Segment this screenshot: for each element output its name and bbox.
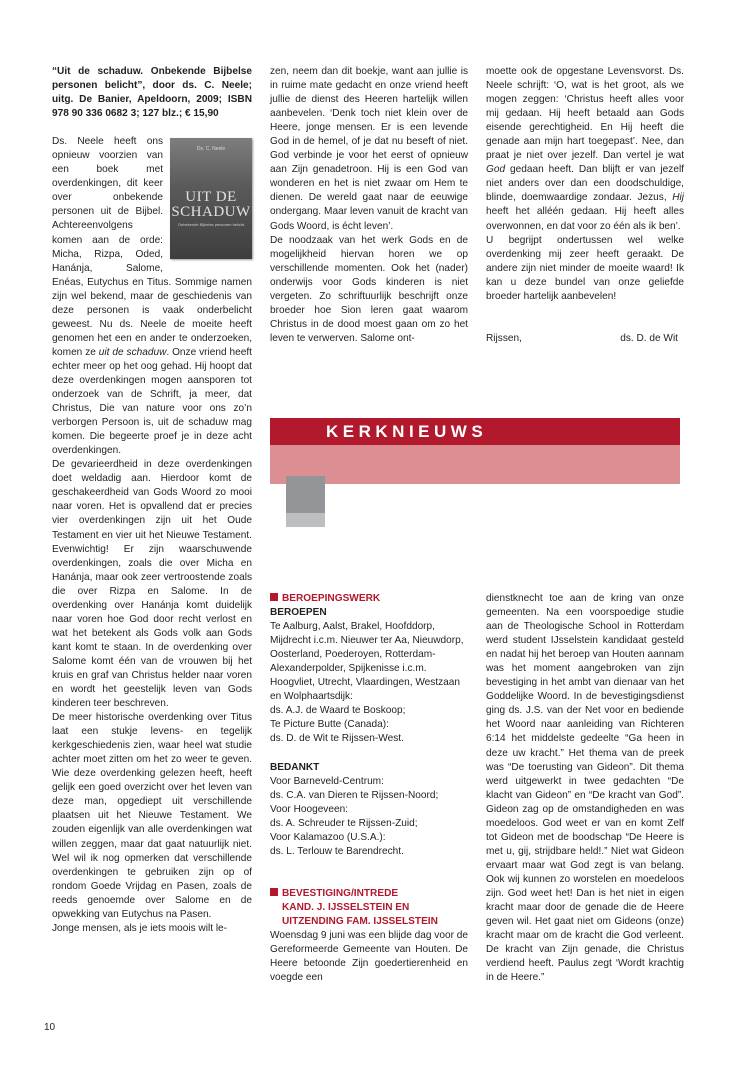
review-signature xyxy=(486,332,684,346)
page-number: 10 xyxy=(44,1022,56,1033)
review-paragraph-3: De meer historische overdenking over Titus laat een stukje levens- en tegelijk kerkgeschiedenis zien, waar heel wat studie achter moet zitten om het zo weer te geven. Wie deze overdenking gelezen heeft, heeft gelijk een goed overzicht over het leven van deze man, opgediept uit verschillende plaatsen uit het Nieuwe Testament. We zouden eigenlijk van alle overdenkingen wat willen zeggen, maar dat gaat natuurlijk niet. Wel wil ik nog opmerken dat verschillende overdenkingen te gebruiken zijn op of rondom Goede Vrijdag en Pasen, zoals de reeds genoemde over Salome en de opwekking van Eutychus na Pasen. xyxy=(52,712,252,920)
review-paragraph-8: U begrijpt ondertussen wel welke overdenking mij zeer heeft geraakt. De andere zijn niet minder de moeite waard! Ik kan u deze bundel van onze geliefde broeder hartelijk aanbevelen! xyxy=(486,234,684,302)
review-column-3 xyxy=(486,65,684,346)
bevestiging-text: Woensdag 9 juni was een blijde dag voor de Gereformeerde Gemeente van Houten. De Heere betoonde Zijn goedertierenheid en voegde een xyxy=(270,929,468,984)
bevestiging-heading: BEVESTIGING/INTREDE xyxy=(270,887,468,901)
signature-author: ds. D. de Wit xyxy=(620,332,678,344)
banner-decoration-square xyxy=(286,476,325,513)
beroepen-item: Te Picture Butte (Canada): xyxy=(270,719,389,731)
bedankt-item: ds. A. Schreuder te Rijssen-Zuid; xyxy=(270,817,418,829)
beroepen-text: Te Aalburg, Aalst, Brakel, Hoofddorp, Mijdrecht i.c.m. Nieuwer ter Aa, Nieuwdorp, Oosterland, Poederoyen, Rotterdam-Alexanderpolder, Spijkenisse i.c.m. Hoogvliet, Utrecht, Vlaardingen, Westzaan en Wolphaartsdijk: xyxy=(270,621,464,703)
bedankt-item: Voor Kalamazoo (U.S.A.): xyxy=(270,831,386,843)
bedankt-item: Voor Hoogeveen: xyxy=(270,803,349,815)
news-column-2 xyxy=(270,592,468,985)
square-bullet-icon xyxy=(270,593,278,601)
review-paragraph-2: De gevarieerdheid in deze overdenkingen doet weldadig aan. Hierdoor komt de geschakeerdheid van Gods Woord zo mooi naar voren. Het is opvallend dat er precies vier overdenkingen zijn uit het Oude Testament en vier uit het Nieuwe Testament. Evenwichtig! Er zijn waarschuwende overdenkingen, zoals die over Micha en Hanánja, maar ook zeer vertroostende zoals die over Rizpa en Salome. In de overdenking over Hanánja komt duidelijk naar voren hoe God door recht verlost en wat het betekent als Gods volk aan Gods kant komt te staan. In de overdenking over Salome komt één van de vrouwen bij het kruis en graf van Christus helder naar voren en wordt het geestelijk leven van Gods kinderen teer beschreven. xyxy=(52,459,252,710)
beroepen-item: ds. D. de Wit te Rijssen-West. xyxy=(270,733,404,745)
beroepen-item: ds. A.J. de Waard te Boskoop; xyxy=(270,705,406,717)
bedankt-item: ds. C.A. van Dieren te Rijssen-Noord; xyxy=(270,789,439,801)
bevestiging-text-continued: dienstknecht toe aan de kring van onze gemeenten. Na een voorspoedige studie aan de Theologische School in Rotterdam werd student IJsselstein kandidaat gesteld en nadat hij het beroep van Houten aannam was het moment aangebroken van zijn bevestiging in het ambt van dienaar van het Goddelijke Woord. In de bevestigingsdienst ging ds. J.S. van der Net voor en bediende het Woord naar aanleiding van Richteren 6:14 het middelste gedeelte “Ga heen in deze uw kracht.” Het thema van de preek was “De toerusting van Gideon”. Dit thema werd uitgewerkt in twee gedachten “De klacht van Gideon” en “De kracht van God”. Gideon zag op de omstandigheden en was moedeloos. God weet er van en komt Zelf tot Gideon met de boodschap “De Heere is met u, gij, strijdbare held!.” Niet wat Gideon ervaart maar wat God zegt is van belang. Ook wij kunnen zo worstelen en moedeloos zijn. God weet het! Dan is het niet in eigen kracht maar door de genade die de Heere geven wil. Het gaat niet om Gideons (onze) kracht maar om de kracht die God verleent. De kracht van Zijn genade, die Christus verdiend heeft. Paulus zegt ‘Wordt krachtig in de Heere.” xyxy=(486,593,684,984)
section-banner xyxy=(270,418,680,445)
signature-place: Rijssen, xyxy=(486,332,522,344)
news-column-3 xyxy=(486,592,684,985)
bedankt-item: Voor Barneveld-Centrum: xyxy=(270,775,384,787)
review-paragraph-6: De noodzaak van het werk Gods en de mogelijkheid hiervan horen we op verschillende momenten. Ook het (nader) onderwijs voor Gods kinderen is niet vergeten. Zo schriftuurlijk beschrijft onze broeder hoe Sion leren gaat waarom Christus in de dood moest gaan om zo het leven te verwerven. Salome ont- xyxy=(270,234,468,344)
beroepingswerk-heading: BEROEPINGSWERK xyxy=(270,592,468,606)
review-paragraph-7: moette ook de opgestane Levensvorst. Ds. Neele schrijft: ‘O, wat is het groot, als we mogen zeggen: ‘Christus heeft alles voor mij gedaan. Hij heeft betaald aan Gods eisende gerechtigheid. En Hij heeft die genade aan mijn hart toegepast’. Nee, dan praat je niet over jezelf. Dan vertel je wat God gedaan heeft. Dan blijft er van jezelf niet anders over dan een doodschuldige, blinde, doemwaardige zondaar. Jezus, Hij heeft het alléén gedaan. Hij heeft alles overwonnen, en dat voor zo één als ik ben’. xyxy=(486,66,684,232)
section-banner-band xyxy=(270,445,680,484)
section-banner-title: KERKNIEUWS xyxy=(326,422,488,441)
beroepen-heading: BEROEPEN xyxy=(270,607,327,619)
square-bullet-icon xyxy=(270,888,278,896)
review-column-2 xyxy=(270,65,468,346)
book-citation: “Uit de schaduw. Onbekende Bijbelse personen belicht”, door ds. C. Neele; uitg. De Banier, Apeldoorn, 2009; ISBN 978 90 336 0682 3; 127 blz.; € 15,90 xyxy=(52,66,252,120)
bedankt-heading: BEDANKT xyxy=(270,761,320,773)
bevestiging-heading-line: KAND. J. IJSSELSTEIN EN xyxy=(282,901,410,913)
review-column-1 xyxy=(52,65,252,936)
bedankt-item: ds. L. Terlouw te Barendrecht. xyxy=(270,845,404,857)
book-cover-image: Ds. C. Neele UIT DE SCHADUW Onbekende Bijbelse personen belicht xyxy=(170,138,252,259)
bevestiging-heading-line: UITZENDING FAM. IJSSELSTEIN xyxy=(282,915,438,927)
review-paragraph-1: Ds. Neele heeft ons opnieuw voorzien van een boek met overdenkingen, dit keer over onbekende personen uit de Bijbel. Achtereenvolgens komen aan de orde: Micha, Rizpa, Oded, Hanánja, Salome, Enéas, Eutychus en Titus. Sommige namen zijn wel bekend, maar de geschiedenis van deze personen is vaak onderbelicht geweest. Nu ds. Neele de moeite heeft genomen het een en ander te onderzoeken, komen ze uit de schaduw. Onze vriend heeft echter meer op het oog gehad. Hij hoopt dat deze overdenkingen mogen aansporen tot onderzoek van de Schrift, ja meer, dat Christus, Die van nature voor ons zo’n verborgen Persoon is, uit de schaduw mag komen. Die begeerte proef je in deze acht overdenkingen. xyxy=(52,136,252,457)
review-paragraph-4: Jonge mensen, als je iets moois wilt le- xyxy=(52,922,228,934)
review-paragraph-5: zen, neem dan dit boekje, want aan jullie is in ruime mate gedacht en onze vriend heeft jullie de dienst des Heeren hartelijk willen aanbevelen. ‘Denk toch niet klein over de Heere, jonge mensen. Er is een levende God in de hemel, of je dat nu beseft of niet. God verbinde je voor het eerst of opnieuw aan Zijn genadetroon. Hij is een God van wonderen en het is niet zwaar om Hem te dienen. De wereld gaat naar de eeuwige ondergang. Maar leven vanuit de kracht van Gods Woord, is écht leven’. xyxy=(270,66,468,232)
banner-decoration-square-light xyxy=(286,513,325,527)
